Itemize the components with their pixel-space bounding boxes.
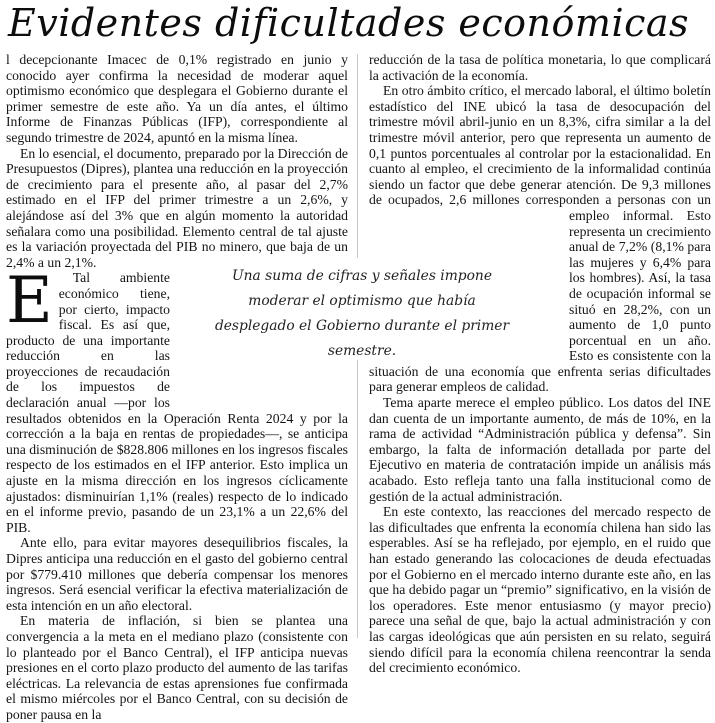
paragraph-9: En este contexto, las reacciones del mercado respecto de las dificultades que enfrenta la economía chilena han sido las esperables. Así se ha reflejado, por ejemplo, en el ruido que han estado generando las colocaciones de deuda efectuadas por el Gobierno en el mercado interno durante este año, en las que ha debido pagar un “premio” significativo, en la visión de los operadores. Este menor entusiasmo (y mayor precio) parece una señal de que, bajo la actual administración y con las cargas ideológicas que aún persisten en su relato, seguirá siendo difícil para la economía chilena reencontrar la senda del crecimiento económico. [369, 504, 711, 676]
column-rule [357, 54, 358, 260]
drop-cap: E [6, 264, 53, 338]
column-rule-lower [357, 360, 358, 638]
paragraph-3: Tal ambiente económico tiene, por cierto, impacto fiscal. Es así que, producto de una importante reducción en las proyecciones de recaudación de los impuestos de declaración anual —por los resultados obtenidos en la Operación Renta 2024 y por la corrección a la baja en rentas de propiedades—, se anticipa una disminución de $828.806 millones en los ingresos fiscales respecto de los estimados en el IFP anterior. Esto implica un ajuste en la misma dirección en los ingresos cíclicamente ajustados: disminuirían 1,1% (reales) respecto de lo indicado en el informe previo, pasando de un 23,1% a un 22,6% del PIB. [6, 270, 348, 535]
paragraph-8: Tema aparte merece el empleo público. Los datos del INE dan cuenta de un importante aumento, de más de 10%, en la rama de actividad “Administración pública y defensa”. Sin embargo, la falta de información detallada por parte del Ejecutivo en materia de contratación impide un análisis más acabado. Esto refleja tanto una falla institucional como de gestión de la actual administración. [369, 395, 711, 504]
paragraph-2: En lo esencial, el documento, preparado por la Dirección de Presupuestos (Dipres), plantea una reducción en la proyección de crecimiento para el presente año, al pasar del 2,7% estimado en el IFP del primer trimestre a un 2,6%, y alejándose así del 3% que en algún momento la autoridad señalara como una posibilidad. Elemento central de tal ajuste es la variación proyectada del PIB no minero, que baja de un 2,4% a un 2,1%. [6, 145, 348, 270]
paragraph-1: E l decepcionante Imacec de 0,1% registrado en junio y conocido ayer confirma la necesidad de moderar aquel optimismo económico que desplegara el Gobierno durante el primer semestre de este año. Ya un día antes, el último Informe de Finanzas Públicas (IFP), correspondiente al segundo trimestre de 2024, apuntó en la misma línea. [6, 52, 348, 338]
headline: Evidentes dificultades económicas [8, 1, 690, 45]
paragraph-5: En materia de inflación, si bien se plantea una convergencia a la meta en el mediano plazo (consistente con lo planteado por el Banco Central), el IFP anticipa nuevas presiones en el corto plazo producto del aumento de las tarifas eléctricas. La relevancia de estas aprensiones fue confirmada el mismo miércoles por el Banco Central, con su decisión de poner pausa en la [6, 613, 348, 722]
pull-quote: Una suma de cifras y señales impone moderar el optimismo que había desplegado el Gobierno durante el primer semestre. [212, 258, 512, 354]
paragraph-6: reducción de la tasa de política monetaria, lo que complicará la activación de la economía. [369, 52, 711, 83]
paragraph-4: Ante ello, para evitar mayores desequilibrios fiscales, la Dipres anticipa una reducción en el gasto del gobierno central por $779.410 millones que debería compensar los menores ingresos. Será esencial verificar la efectiva materialización de esta intención en un año electoral. [6, 535, 348, 613]
paragraph-7: En otro ámbito crítico, el mercado laboral, el último boletín estadístico del INE ubicó la tasa de desocupación del trimestre móvil abril-junio en un 8,3%, cifra similar a la del trimestre móvil anterior, pero que representa un aumento de 0,1 puntos porcentuales al controlar por la estacionalidad. En cuanto al empleo, el crecimiento de la informalidad continúa siendo un factor que debe generar atención. De 9,3 millones de ocupados, 2,6 millones corresponden a personas con un empleo informal. Esto representa un crecimiento anual de 7,2% (8,1% para las mujeres y 6,4% para los hombres). Así, la tasa de ocupación informal se situó en 28,2%, con un aumento de 1,0 punto porcentual en un año. Esto es consistente con la situación de una economía que enfrenta serias dificultades para generar empleos de calidad. [369, 83, 711, 395]
